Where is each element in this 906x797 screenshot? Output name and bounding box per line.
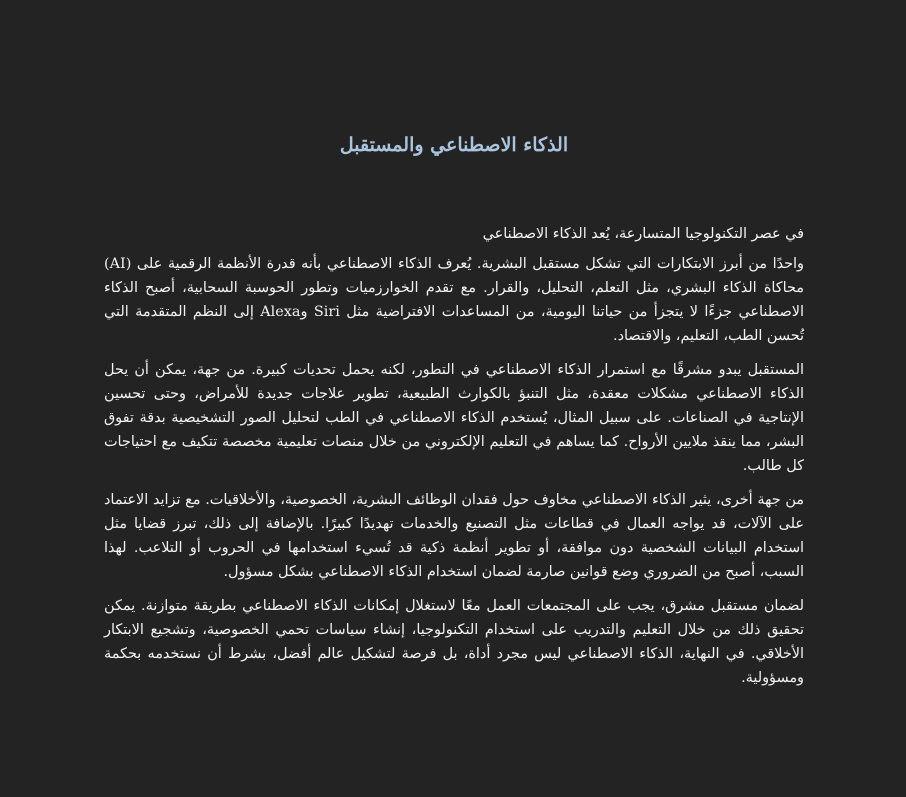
paragraph-challenges: من جهة أخرى، يثير الذكاء الاصطناعي مخاوف حول فقدان الوظائف البشرية، الخصوصية، والأخلاقيات. مع تزايد الاعتماد على الآلات، قد يواجه العمال في قطاعات مثل التصنيع والخدمات تهديدًا كبيرًا. بالإضافة إلى ذلك، تبرز قضايا مثل استخدام البيانات الشخصية دون موافقة، أو تطوير أنظمة ذكية قد تُسيء استخدامها في الحروب أو التلاعب. لهذا السبب، أصبح من الضروري وضع قوانين صارمة لضمان استخدام الذكاء الاصطناعي بشكل مسؤول. <box>104 492 804 580</box>
document-body <box>104 130 804 700</box>
paragraph-opportunities: المستقبل يبدو مشرقًا مع استمرار الذكاء الاصطناعي في التطور، لكنه يحمل تحديات كبيرة. من جهة، يمكن أن يحل الذكاء الاصطناعي مشكلات معقدة، مثل التنبؤ بالكوارث الطبيعية، تطوير علاجات جديدة للأمراض، وحتى تحسين الإنتاجية في الصناعات. على سبيل المثال، يُستخدم الذكاء الاصطناعي في الطب لتحليل الصور التشخيصية بدقة تفوق البشر، مما ينقذ ملايين الأرواح. كما يساهم في التعليم الإلكتروني من خلال منصات تعليمية مخصصة تتكيف مع احتياجات كل طالب. <box>104 362 804 474</box>
paragraph-definition: واحدًا من أبرز الابتكارات التي تشكل مستقبل البشرية. يُعرف الذكاء الاصطناعي بأنه قدرة الأنظمة الرقمية على (AI) محاكاة الذكاء البشري، مثل التعلم، التحليل، والقرار. مع تقدم الخوارزميات وتطور الحوسبة السحابية، أصبح الذكاء الاصطناعي جزءًا لا يتجزأ من حياتنا اليومية، من المساعدات الافتراضية مثل Siri وAlexa إلى النظم المتقدمة التي تُحسن الطب، التعليم، والاقتصاد. <box>104 256 804 344</box>
document-title: الذكاء الاصطناعي والمستقبل <box>339 134 569 156</box>
intro-line: في عصر التكنولوجيا المتسارعة، يُعد الذكاء الاصطناعي <box>482 226 804 242</box>
paragraph-conclusion: لضمان مستقبل مشرق، يجب على المجتمعات العمل معًا لاستغلال إمكانات الذكاء الاصطناعي بطريقة متوازنة. يمكن تحقيق ذلك من خلال التعليم والتدريب على استخدام التكنولوجيا، إنشاء سياسات تحمي الخصوصية، وتشجيع الابتكار الأخلاقي. في النهاية، الذكاء الاصطناعي ليس مجرد أداة، بل فرصة لتشكيل عالم أفضل، بشرط أن نستخدمه بحكمة ومسؤولية. <box>104 598 804 686</box>
